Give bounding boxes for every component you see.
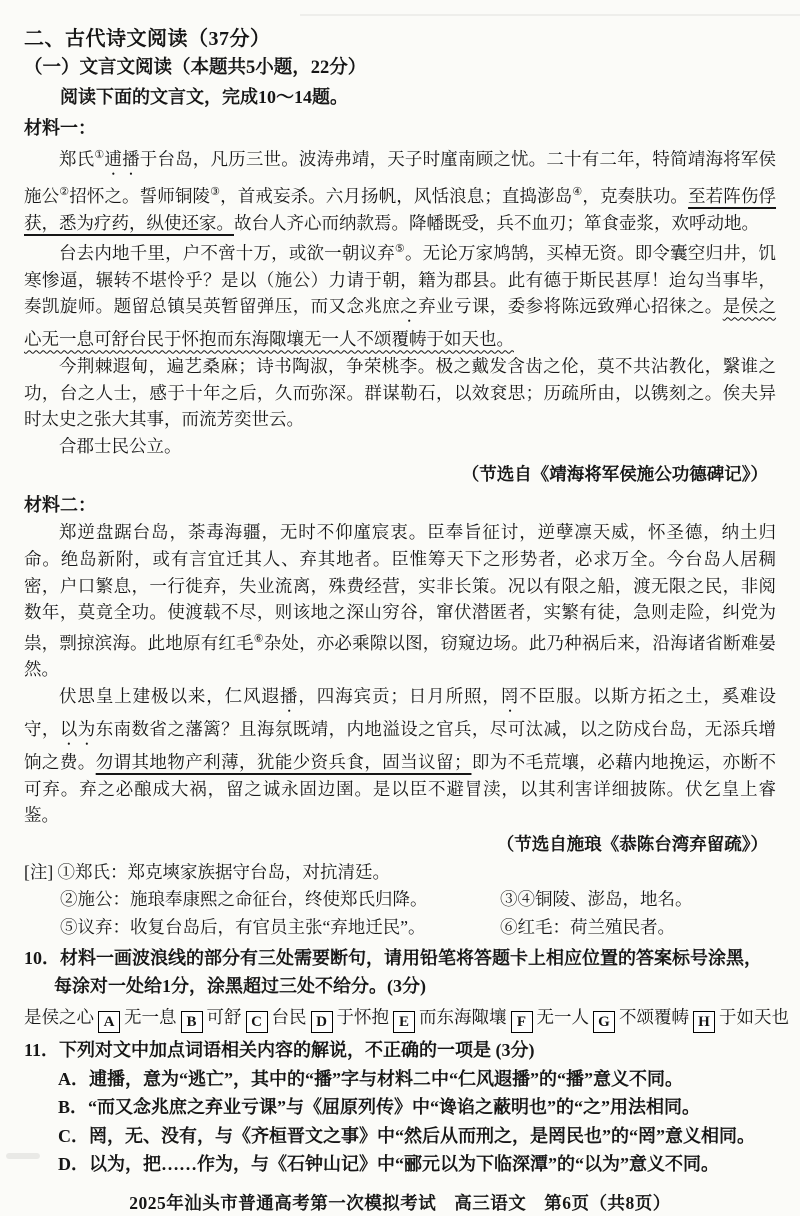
text-segment: 招怀之。誓师铜陵	[69, 186, 211, 206]
text-segment: 于怀抱	[336, 1007, 389, 1028]
text-segment: 即为不毛荒壤，必藉内地挽运，亦断不可弃。弃之必酿成大祸，留之诚永固边圉。是以臣不避冒渎，以其利害详细披陈。伏乞皇上睿鉴。	[24, 751, 777, 826]
text-segment: 于台岛，凡历三世。波涛弗靖，天子时廑南顾之忧。二十有二年，特简靖海将军侯施公	[24, 149, 776, 206]
text-segment: 台民	[271, 1007, 307, 1028]
q11-option-b: B．“而又念兆庶之弃业亏课”与《屈原列传》中“谗谄之蔽明也”的“之”用法相同。	[58, 1097, 701, 1118]
q11-option-d: D．以为，把……作为，与《石钟山记》中“郦元以为下临深潭”的“以为”意义不同。	[58, 1153, 719, 1174]
reading-instruction: 阅读下面的文言文，完成10～14题。	[60, 87, 348, 107]
text-segment: 弃业亏课，委参将陈远致殚心招徕之。	[418, 296, 723, 317]
text-segment-wavy: 是侯之心无一息可舒台民于怀抱而东海陬壤无一人不颂覆帱于如天也。	[24, 296, 777, 350]
text-segment-sup: ⑤	[394, 243, 405, 256]
text-segment: 郑氏	[59, 149, 95, 169]
q10-segmented-sentence	[24, 1002, 789, 1033]
text-segment: 是侯之心	[24, 1007, 94, 1028]
q11-option-a: A．逋播，意为“逃亡”，其中的“播”字与材料二中“仁风遐播”的“播”意义不同。	[58, 1068, 683, 1089]
text-segment-sup: ④	[572, 186, 583, 198]
text-segment-dots: 播	[279, 685, 299, 706]
material1-label: 材料一：	[24, 118, 96, 138]
note-row-3	[24, 914, 776, 942]
text-segment: 而东海陬壤	[419, 1007, 507, 1028]
answer-choice-box: D	[311, 1011, 333, 1033]
note-5: ⑤议弃：收复台岛后，有官员主张“弃地迁民”。	[60, 916, 426, 937]
text-segment: ，四海宾贡；日月所照，	[298, 685, 501, 706]
note-row-1	[24, 859, 776, 887]
scan-artifact	[6, 1153, 40, 1159]
answer-choice-box: A	[98, 1011, 120, 1033]
material1-paragraph-4	[24, 433, 776, 460]
text-segment-u: 至若阵伤俘获，悉为疗药，纵使还家。	[24, 186, 777, 233]
text-segment: 可舒	[206, 1007, 242, 1028]
q10-stem-line2: 每涂对一处给1分，涂黑超过三处不给分。(3分)	[54, 975, 426, 996]
material1-paragraph-1	[24, 142, 776, 236]
q10-stem-line1: 10．材料一画波浪线的部分有三处需要断句，请用铅笔将答题卡上相应位置的答案标号涂黑，	[24, 948, 762, 969]
text-segment: ，首戒妄杀。六月扬帆，风恬浪息；直捣澎岛	[220, 186, 573, 206]
section-title: 二、古代诗文阅读（37分）	[24, 28, 271, 50]
answer-choice-box: C	[246, 1011, 268, 1033]
text-segment: 台去内地千里，户不啻十万，或欲一朝议弃	[59, 243, 395, 264]
q11-option-c: C．罔，无、没有，与《齐桓晋文之事》中“然后从而刑之，是罔民也”的“罔”意义相同。	[58, 1125, 755, 1146]
note-2: ②施公：施琅奉康熙之命征台，终使郑氏归降。	[60, 889, 428, 910]
text-segment-sup: ②	[59, 186, 70, 198]
material2-paragraph-1	[24, 519, 776, 683]
text-segment: ，克奏肤功。	[582, 186, 689, 206]
text-segment: 郑逆盘踞台岛，荼毒海疆，无时不仰廑宸衷。臣奉旨征讨，逆孽凛天威，怀圣德，纳土归命。绝岛新附，或有言宜迁其人、弃其地者。臣惟筹天下之形势者，必求万全。今台岛人居稠密，户口繁息，一行徙弃，失业流离，殊费经营，实非长策。况以有限之船，渡无限之民，非阅数年，莫竟全功。使渡载不尽，则该地之深山穷谷，窜伏潜匿者，实繁有徒，急则走险，纠党为祟，剽掠滨海。此地原有红毛	[24, 522, 776, 653]
text-segment: 不颂覆帱	[619, 1007, 689, 1028]
note-1: [注] ①郑氏：郑克塽家族据守台岛，对抗清廷。	[24, 861, 391, 882]
material2-label: 材料二：	[24, 495, 96, 516]
material2-attribution: （节选自施琅《恭陈台湾弃留疏》）	[496, 833, 768, 854]
answer-choice-box: E	[393, 1011, 415, 1033]
text-segment-u: 勿谓其地物产利薄，犹能少资兵食，固当议留；	[95, 751, 472, 772]
text-segment-dots: 之	[400, 296, 419, 317]
question-11	[24, 1037, 776, 1178]
note-3-4: ③④铜陵、澎岛，地名。	[500, 889, 693, 910]
text-segment: 合郡士民公立。	[59, 435, 182, 456]
question-10	[24, 945, 789, 1033]
text-segment: 故台人齐心而纳款焉。降幡既受，兵不血刃；箪食壶浆，欢呼动地。	[234, 212, 759, 233]
text-segment: 东南数省之藩篱？且海氛既靖，内地溢设之官兵，尽可汰减，以之防戍台岛，无添兵增饷之费。	[24, 718, 777, 772]
note-6: ⑥红毛：荷兰殖民者。	[500, 916, 675, 937]
text-segment-sup: ③	[210, 186, 221, 198]
text-segment: 于如天也	[719, 1007, 789, 1028]
text-segment-sup: ①	[94, 149, 105, 161]
text-segment-dots: 以为	[59, 718, 96, 739]
subsection-title: （一）文言文阅读（本题共5小题，22分）	[24, 58, 367, 78]
text-segment: 无一息	[124, 1007, 177, 1028]
text-segment: 。无论万家鸠鹄，买棹无资。即令囊空归井，饥寒惨逼，辗转不堪怜乎？是以（施公）力请于朝，籍为郡县。此有德于斯民甚厚！迨勾当事毕，奏凯旋师。题留总镇吴英暂留弹压，而又念兆庶	[24, 243, 776, 317]
answer-choice-box: H	[693, 1011, 715, 1033]
scan-artifact	[300, 14, 800, 16]
answer-choice-box: B	[181, 1011, 203, 1033]
text-segment-dots: 罔	[500, 685, 520, 706]
material1-attribution: （节选自《靖海将军侯施公功德碑记》）	[461, 464, 768, 485]
answer-choice-box: F	[511, 1011, 533, 1033]
material1-paragraph-2	[24, 236, 776, 353]
text-segment: 无一人	[536, 1007, 589, 1028]
material2-paragraph-2	[24, 683, 776, 829]
text-segment: 今荆棘遐甸，遍艺桑麻；诗书陶淑，争荣桃李。极之戴发含齿之伦，莫不共沾教化，繄谁之功，台之人士，感于十年之后，久而弥深。群谋勒石，以效袞思；历疏所由，以镌刻之。俟夫异时太史之张大其事，而流芳奕世云。	[24, 355, 776, 430]
text-segment-dots: 逋播	[104, 149, 140, 169]
notes-block	[24, 859, 776, 942]
text-segment: 伏思皇上建极以来，仁风遐	[59, 685, 280, 706]
text-segment: 杂处，亦必乘隙以图，窃窥边场。此乃种祸后来，沿海诸省断难晏然。	[24, 632, 776, 680]
q11-stem: 11．下列对文中加点词语相关内容的解说，不正确的一项是 (3分)	[24, 1040, 535, 1061]
text-segment-sup: ⑥	[253, 632, 264, 645]
text-segment: 不臣服。以斯方拓之土，奚难设守，	[24, 685, 777, 739]
material1-paragraph-3	[24, 353, 776, 433]
answer-choice-box: G	[593, 1011, 615, 1033]
note-row-2	[24, 886, 776, 914]
page-footer: 2025年汕头市普通高考第一次模拟考试 高三语文 第6页（共8页）	[129, 1193, 671, 1214]
